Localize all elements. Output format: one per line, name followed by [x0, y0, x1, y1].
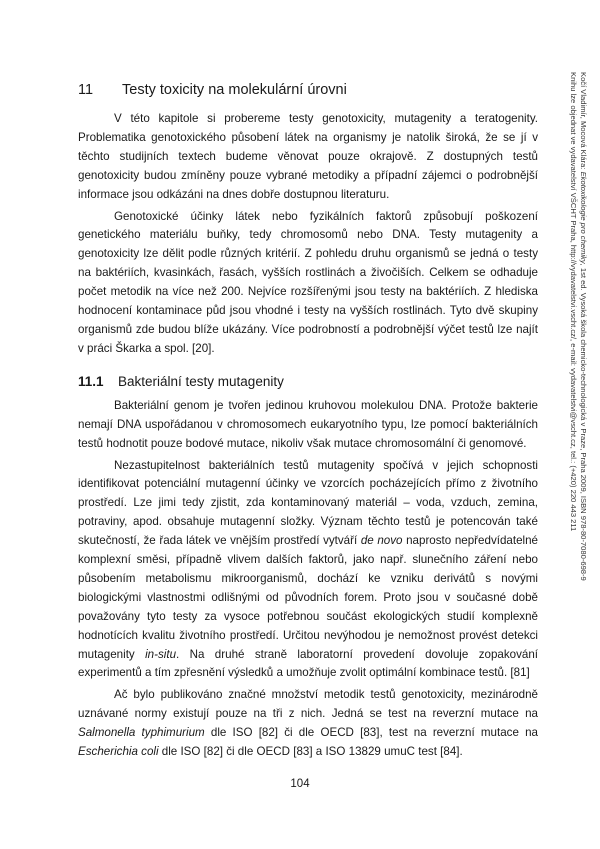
section-title: Bakteriální testy mutagenity	[118, 373, 284, 389]
text-run: . Na druhé straně laboratorní provedení dovoluje zopakování experimentů a tím zpřesnění výsledků a umožňuje zvolit optimální kombinace testů. [81]	[78, 647, 539, 680]
italic-term: Salmonella typhimurium	[78, 726, 205, 740]
text-run: Kočí Vladimír, Mocová Klára:	[579, 72, 588, 172]
italic-term: in-situ	[145, 647, 177, 661]
text-run: Ač bylo publikováno značné množství metodik testů genotoxicity, mezinárodně uznávané normy existují pouze na tři z nich. Jedná se test na reverzní mutace na	[78, 688, 538, 721]
text-run: dle ISO [82] či dle OECD [83] a ISO 13829 umuC test [84].	[158, 745, 463, 759]
paragraph: Bakteriální genom je tvořen jedinou kruhovou molekulou DNA. Protože bakterie nemají DNA uspořádanou v chromosomech eukaryotního typu, lze pomocí bakteriálních testů hodnotit pouze bodové mutace, nikoliv však mutace chromosomální či genomové.	[78, 398, 538, 450]
paragraph: V této kapitole si probereme testy genotoxicity, mutagenity a teratogenity. Problematika genotoxického působení látek na organismy je natolik široká, že se jí v těchto studijních textech budeme věnovat pouze okrajově. Z dostupných testů genotoxicity budou zmíněny pouze vybrané metodiky a případní zájemci o podrobnější informace jsou odkázáni na dnes dobře dostupnou literaturu.	[78, 112, 538, 201]
copyright-sidebar	[566, 72, 588, 632]
sidebar-text	[568, 72, 588, 581]
chapter-title: Testy toxicity na molekulární úrovni	[122, 82, 347, 98]
italic-term: de novo	[360, 534, 403, 548]
page-content	[78, 81, 538, 765]
italic-term: Escherichia coli	[78, 745, 159, 759]
chapter-number: 11	[78, 82, 94, 98]
page-number: 104	[290, 778, 310, 790]
order-info-line: Knihu lze objednat ve vydavatelství VŠCHT Praha, http://vydavatelstvi.vscht.cz/, e-mail: vydavatelstvi@vscht.cz, tel.: (+420) 220 443 211	[569, 72, 578, 532]
text-run: , 1st ed. Vysoká škola chemicko-technologická v Praze, Praha 2009, ISBN 978-80-7080-698-9	[579, 263, 588, 581]
book-title: Ekotoxikologie pro chemiky	[579, 171, 588, 264]
section-heading	[78, 373, 538, 391]
citation-line	[578, 72, 588, 581]
chapter-heading	[78, 81, 538, 99]
text-run: naprosto nepředvídatelné komplexní směsi, případně vlivem dalších faktorů, jako např. slunečního záření nebo působením metabolismu mikroorganismů, dochází ke vzniku derivátů s novými biologickými vlastnostmi odlišnými od původních forem. Proto jsou v současné době považovány tyto testy za vysoce potřebnou součást ekologických studií komplexně hodnotících kvalitu životního prostředí. Určitou nevýhodou je nemožnost provést detekci mutagenity	[78, 534, 538, 661]
section-number: 11.1	[78, 373, 104, 389]
text-run: Nezastupitelnost bakteriálních testů mutagenity spočívá v jejich schopnosti identifikovat potenciální mutagenní účinky ve vzorcích pocházejících přímo z životního prostředí. Lze jimi tedy zjistit, zda kontaminovaný materiál – voda, vzduch, zemina, potraviny, apod. obsahuje mutagenní složky. Význam těchto testů je potencován také skutečností, že řada látek ve vnějším prostředí vytváří	[78, 458, 538, 548]
text-run: dle ISO [82] či dle OECD [83], test na reverzní mutace na	[204, 726, 538, 740]
paragraph: Genotoxické účinky látek nebo fyzikálních faktorů způsobují poškození genetického materiálu buňky, tedy chromosomů nebo DNA. Testy mutagenity a genotoxicity lze dělit podle různých kritérií. Z pohledu druhu organismů se jedná o testy na baktériích, kvasinkách, řasách, vyšších rostlinách a živočiších. Celkem se odhaduje počet metodik na více než 200. Nejvíce rozšířenými jsou testy na baktériích. Z hlediska hodnocení kontaminace půd jsou vhodné i testy na vyšších rostlinách. Tyto dvě skupiny organismů zde budou blíže ukázány. Více podrobností a podrobnější výčet testů lze najít v práci Škarka a spol. [20].	[78, 209, 538, 355]
paragraph	[78, 686, 538, 762]
paragraph	[78, 457, 538, 684]
